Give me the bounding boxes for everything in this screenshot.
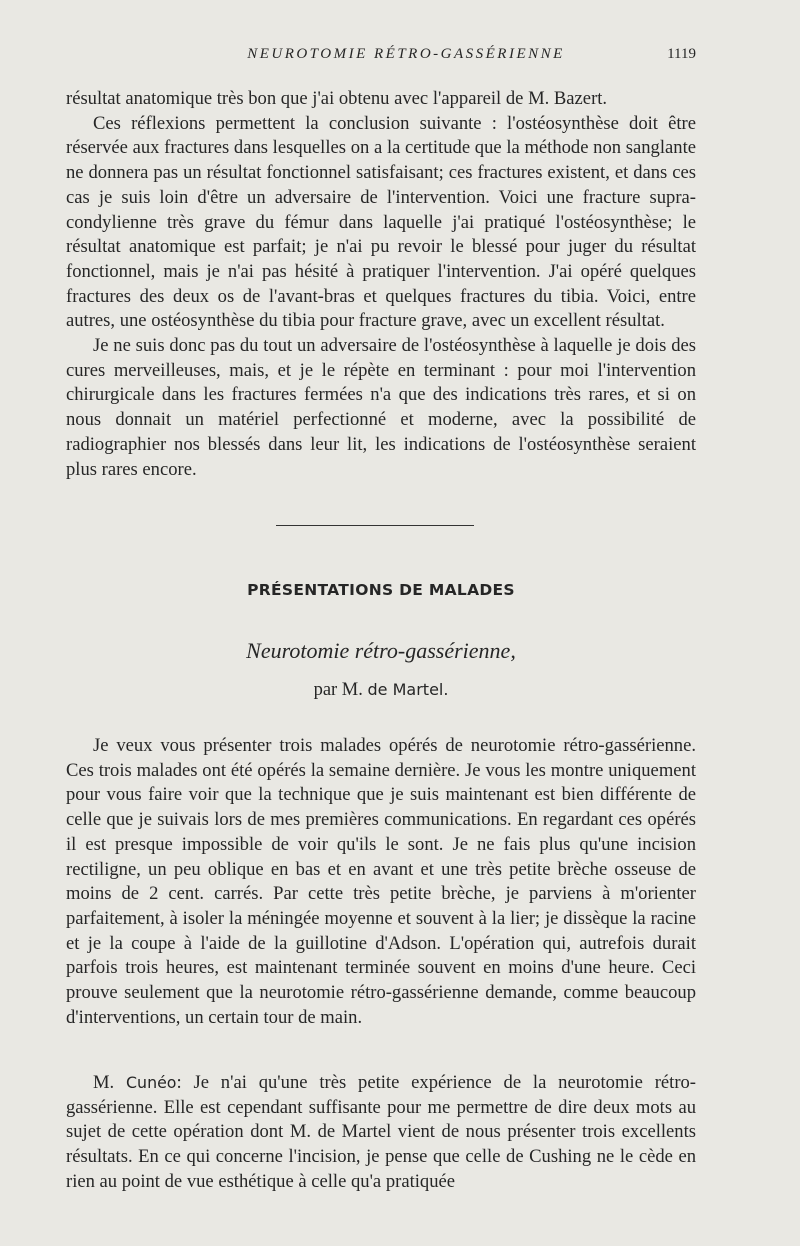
running-title: NEUROTOMIE RÉTRO-GASSÉRIENNE [247,46,565,62]
author-name: de Martel. [367,680,449,699]
reply-body: : Je n'ai qu'une très petite expérience de la neurotomie rétro-gassérienne. Elle est cependant suffisante pour me permettre de dire deux mots au sujet de cette opération dont M. de Martel vient de nous présenter trois excellents résultats. En ce qui concerne l'incision, je pense que celle de Cushing ne le cède en rien au point de vue esthétique à celle qu'a pratiquée [66,1072,696,1192]
reply-text [66,1071,696,1195]
section-divider [276,525,474,526]
speaker-prefix: M. [93,1072,115,1093]
section-title: PRÉSENTATIONS DE MALADES [247,581,515,599]
paragraph [66,1071,696,1195]
running-head [66,44,696,68]
paragraph: Je ne suis donc pas du tout un adversaire de l'ostéosynthèse à laquelle je dois des cures merveilleuses, mais, et je le répète en terminant : pour moi l'intervention chirurgicale dans les fractures fermées n'a que des indications très rares, et si on nous donnait un matériel perfectionné et moderne, avec la possibilité de radiographier nos blessés dans leur lit, les indications de l'ostéosynthèse seraient plus rares encore. [66,335,696,480]
article-body [66,734,696,1030]
paragraph: Ces réflexions permettent la conclusion suivante : l'ostéosynthèse doit être réservée aux fractures dans lesquelles on a la certitude que la méthode non sanglante ne donnera pas un résultat fonctionnel satisfaisant; ces fractures existent, et dans ces cas je suis loin d'être un adversaire de l'intervention. Voici une fracture supra-condylienne très grave du fémur dans laquelle j'ai pratiqué l'ostéosynthèse; le résultat anatomique est parfait; je n'ai pu revoir le blessé pour juger du résultat fonctionnel, mais je n'ai pas hésité à pratiquer l'intervention. J'ai opéré quelques fractures des deux os de l'avant-bras et quelques fractures du tibia. Voici, entre autres, une ostéosynthèse du tibia pour fracture grave, avec un excellent résultat. [66,112,696,332]
speaker-name: Cunéo [126,1073,177,1092]
byline [66,680,696,701]
paragraph: Je veux vous présenter trois malades opérés de neurotomie rétro-gassérienne. Ces trois malades ont été opérés la semaine dernière. Je vous les montre uniquement pour vous faire voir que la technique que je suis maintenant est bien différente de celle que je suivais lors de mes premières communications. En regardant ces opérés il est presque impossible de voir qu'ils le sont. Je ne fais plus qu'une incision rectiligne, un peu oblique en bas et en avant et une très petite brèche osseuse de moins de 2 cent. carrés. Par cette très petite brèche, je parviens à m'orienter parfaitement, à isoler la méningée moyenne et souvent à la lier; je dissèque la racine et je la coupe à l'aide de la guillotine d'Adson. L'opération qui, autrefois durait parfois trois heures, est maintenant terminée souvent en moins d'une heure. Ceci prouve seulement que la neurotomie rétro-gassérienne demande, comme beaucoup d'interventions, un certain tour de main. [66,735,696,1028]
byline-prefix: par M. [313,680,363,700]
article-title: Neurotomie rétro-gassérienne, [246,638,516,663]
discussion-text [66,87,696,482]
paragraph: résultat anatomique très bon que j'ai obtenu avec l'appareil de M. Bazert. [66,88,608,109]
page-number: 1119 [667,46,696,62]
